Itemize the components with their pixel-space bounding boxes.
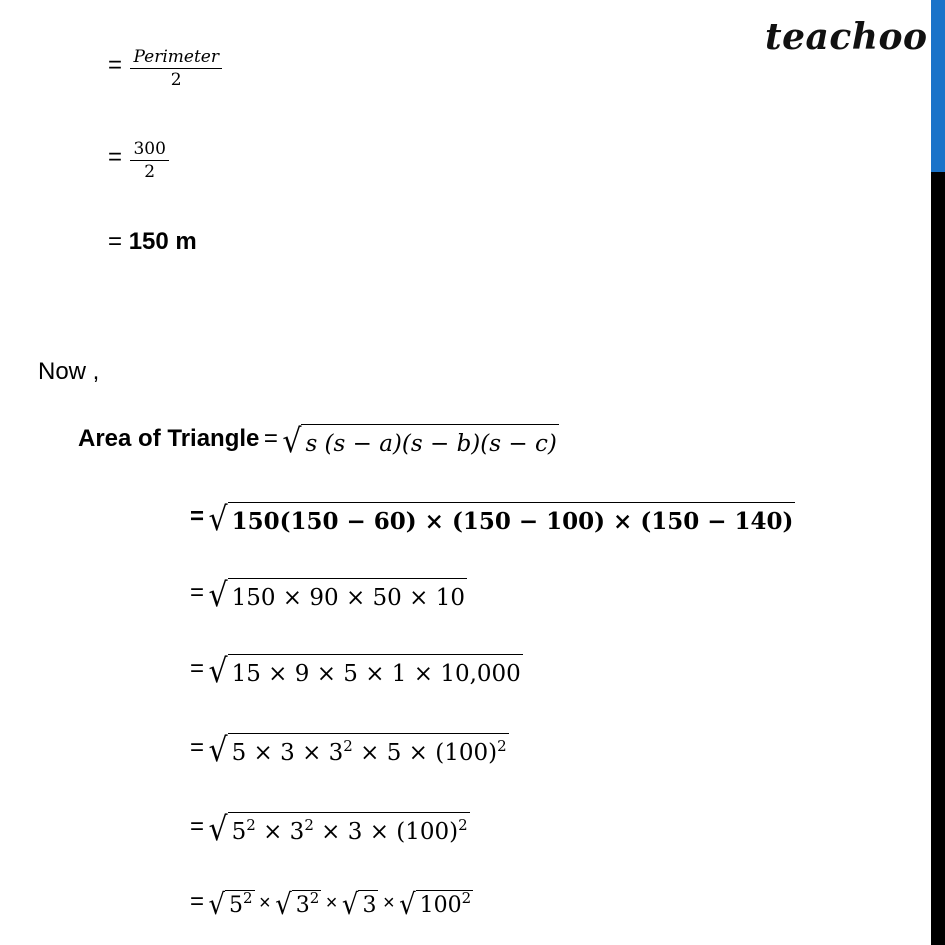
radical-icon: √ <box>275 888 292 922</box>
term: × 3 <box>255 819 305 845</box>
radicand <box>228 733 509 771</box>
radical-icon: √ <box>208 576 228 615</box>
radical-icon: √ <box>282 422 302 461</box>
sqrt-step-2 <box>208 576 467 616</box>
area-step-2 <box>190 576 467 616</box>
sqrt-5-squared <box>208 888 254 922</box>
area-label: Area of Triangle <box>78 425 260 453</box>
radical-icon: √ <box>399 888 416 922</box>
equals-sign: = <box>263 425 278 453</box>
exponent: 2 <box>243 889 253 907</box>
sqrt-step-4 <box>208 731 508 771</box>
area-formula-line <box>78 422 559 462</box>
area-step-3 <box>190 652 523 692</box>
term: 3 <box>295 893 310 918</box>
equals-sign: = <box>108 228 123 255</box>
semi-perimeter-line-2 <box>108 138 169 183</box>
semi-perimeter-result <box>108 228 197 256</box>
exponent: 2 <box>497 737 507 755</box>
fraction-perimeter-over-2 <box>130 46 222 91</box>
exponent: 2 <box>461 889 472 907</box>
equals-sign: = <box>190 813 205 841</box>
sqrt-3-squared <box>275 888 321 922</box>
times-sign: × <box>382 892 395 915</box>
equals-sign: = <box>190 655 205 683</box>
sqrt-step-3 <box>208 652 522 692</box>
radical-icon: √ <box>208 810 228 849</box>
term: × 5 × (100) <box>352 740 498 766</box>
radical-icon: √ <box>341 888 359 922</box>
equals-sign: = <box>190 503 205 531</box>
radicand: 150 × 90 × 50 × 10 <box>228 578 467 616</box>
fraction-denominator: 2 <box>170 70 182 90</box>
exponent: 2 <box>304 816 314 834</box>
radicand <box>292 890 322 922</box>
exponent: 2 <box>458 816 468 834</box>
term: 5 <box>231 819 247 845</box>
area-step-5 <box>190 810 470 850</box>
term: × 3 × (100) <box>313 819 459 845</box>
radical-icon: √ <box>208 731 228 770</box>
sqrt-heron-formula <box>282 422 559 462</box>
radical-icon: √ <box>208 888 226 922</box>
fraction-300-over-2 <box>130 138 168 183</box>
sqrt-step-1 <box>208 500 795 540</box>
fraction-numerator: Perimeter <box>130 46 222 69</box>
fraction-denominator: 2 <box>144 162 156 182</box>
radicand <box>416 890 474 922</box>
teachoo-logo: teachoo <box>765 16 928 58</box>
radical-icon: √ <box>208 500 228 539</box>
equals-sign: = <box>108 143 123 171</box>
sqrt-100-squared <box>399 888 473 922</box>
radicand <box>225 890 255 922</box>
times-sign: × <box>325 892 338 915</box>
fraction-numerator: 300 <box>130 138 168 161</box>
radicand: 15 × 9 × 5 × 1 × 10,000 <box>228 654 523 692</box>
sqrt-3 <box>342 888 379 922</box>
sqrt-step-5 <box>208 810 469 850</box>
exponent: 2 <box>246 816 256 834</box>
area-step-6 <box>190 888 473 922</box>
radicand: 3 <box>358 890 378 922</box>
radicand: s (s − a)(s − b)(s − c) <box>301 424 558 462</box>
term: 5 <box>229 893 244 918</box>
equals-sign: = <box>108 51 123 79</box>
equals-sign: = <box>190 888 205 916</box>
radical-icon: √ <box>208 652 228 691</box>
result-value: 150 m <box>128 228 197 255</box>
exponent: 2 <box>343 737 353 755</box>
equals-sign: = <box>190 579 205 607</box>
equals-sign: = <box>190 734 205 762</box>
radicand: 150(150 − 60) × (150 − 100) × (150 − 140) <box>228 502 796 540</box>
radicand <box>228 812 470 850</box>
scrollbar-thumb[interactable] <box>931 0 945 172</box>
exponent: 2 <box>309 889 320 907</box>
now-text: Now , <box>38 358 100 385</box>
term: 5 × 3 × 3 <box>231 740 344 766</box>
area-step-1 <box>190 500 795 540</box>
area-step-4 <box>190 731 509 771</box>
semi-perimeter-line-1 <box>108 46 222 91</box>
times-sign: × <box>259 892 271 915</box>
term: 100 <box>419 893 462 918</box>
